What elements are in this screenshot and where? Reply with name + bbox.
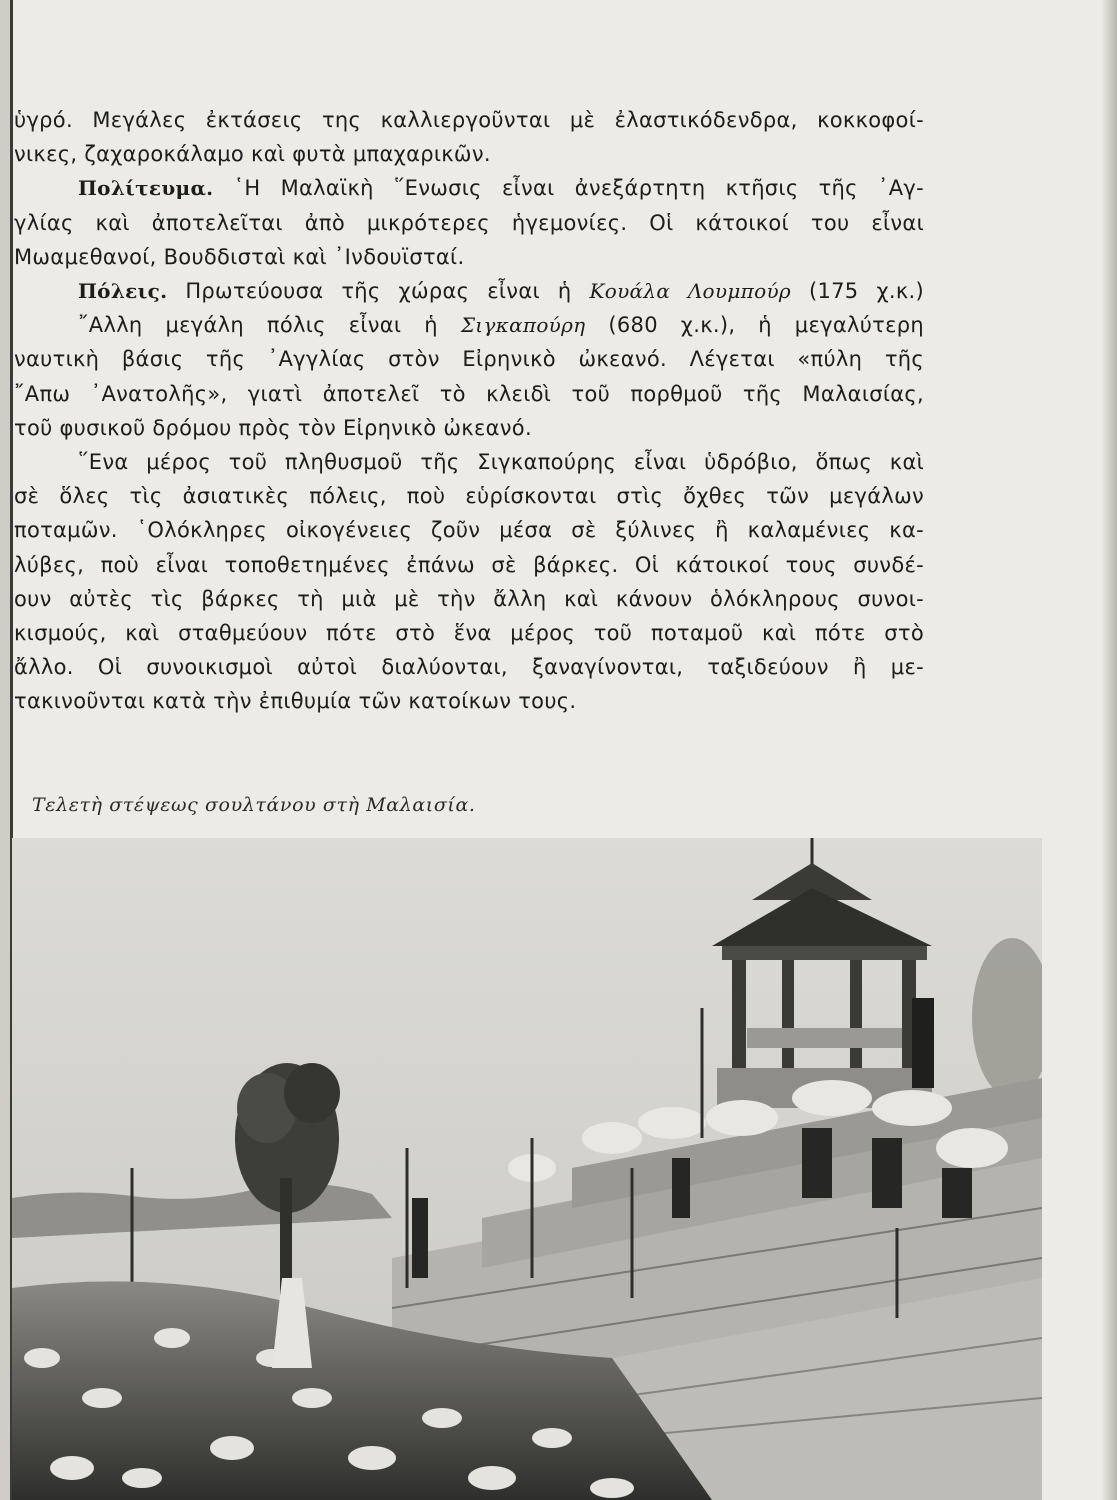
text-run: (680 χ.κ.), ἡ μεγαλύτερη <box>585 313 924 338</box>
text-line: τακινοῦνται κατὰ τὴν ἐπιθυμία τῶν κατοίκων τους. <box>14 689 577 714</box>
text-line: τοῦ φυσικοῦ δρόμου πρὸς τὸν Εἰρηνικὸ ὠκεανό. <box>14 415 532 440</box>
text-line: λύβες, ποὺ εἶναι τοποθετημένες ἐπάνω σὲ βάρκες. Οἱ κάτοικοί τους συνδέ- <box>14 552 924 577</box>
section-heading-cities: Πόλεις. <box>78 279 168 304</box>
page-edge <box>1103 0 1117 1500</box>
text-line: νικες, ζαχαροκάλαμο καὶ φυτὰ μπαχαρικῶν. <box>14 142 491 167</box>
text-line: γλίας καὶ ἀποτελεῖται ἀπὸ μικρότερες ἡγεμονίες. Οἱ κάτοικοί του εἶναι <box>14 210 924 235</box>
city-name-singapore: Σιγκαπούρη <box>460 313 586 338</box>
paragraph-crops <box>14 103 924 171</box>
text-line: ὑγρό. Μεγάλες ἐκτάσεις της καλλιεργοῦνται μὲ ἐλαστικόδενδρα, κοκκοφοί- <box>14 108 924 132</box>
paragraph-singapore <box>14 308 924 445</box>
text-line: ποταμῶν. ῾Ολόκληρες οἰκογένειες ζοῦν μέσα σὲ ξύλινες ἢ καλαμένιες κα- <box>14 518 924 543</box>
text-line: Μωαμεθανοί, Βουδδισταὶ καὶ ᾿Ινδουϊσταί. <box>14 244 465 269</box>
text-line: ουν αὐτὲς τὶς βάρκες τὴ μιὰ μὲ τὴν ἄλλη καὶ κάνουν ὁλόκληρους συνοι- <box>14 586 924 611</box>
text-run: (175 χ.κ.) <box>790 279 925 304</box>
paragraph-government <box>14 171 924 274</box>
coronation-photo <box>12 838 1042 1500</box>
text-line <box>14 308 924 342</box>
text-line: σὲ ὅλες τὶς ἀσιατικὲς πόλεις, ποὺ εὑρίσκονται στὶς ὄχθες τῶν μεγάλων <box>14 484 924 509</box>
text-run: ῎Αλλη μεγάλη πόλις εἶναι ἡ <box>78 313 461 338</box>
text-line: κισμούς, καὶ σταθμεύουν πότε στὸ ἕνα μέρος τοῦ ποταμοῦ καὶ πότε στὸ <box>14 621 924 646</box>
city-name-kuala-lumpur: Κουάλα Λουμπούρ <box>589 279 791 304</box>
photo-caption: Τελετὴ στέψεως σουλτάνου στὴ Μαλαισία. <box>32 794 476 816</box>
paragraph-water-dwellers <box>14 445 924 719</box>
body-text <box>14 103 924 719</box>
text-line <box>14 171 924 205</box>
text-line: ἄλλο. Οἱ συνοικισμοὶ αὐτοὶ διαλύονται, ξαναγίνονται, ταξιδεύουν ἢ με- <box>14 655 924 680</box>
coronation-photo-drawing <box>12 838 1042 1500</box>
text-run: ῾Η Μαλαϊκὴ ῞Ενωσις εἶναι ἀνεξάρτητη κτῆσις τῆς ᾿Αγ- <box>213 176 924 201</box>
text-line: ῞Ενα μέρος τοῦ πληθυσμοῦ τῆς Σιγκαπούρης εἶναι ὑδρόβιο, ὅπως καὶ <box>78 450 924 475</box>
paragraph-cities <box>14 274 924 308</box>
text-run: Πρωτεύουσα τῆς χώρας εἶναι ἡ <box>167 279 590 304</box>
text-line <box>14 274 924 308</box>
text-line: ῎Απω ᾿Ανατολῆς», γιατὶ ἀποτελεῖ τὸ κλειδὶ τοῦ πορθμοῦ τῆς Μαλαισίας, <box>14 381 924 406</box>
text-line: ναυτικὴ βάσις τῆς ᾿Αγγλίας στὸν Εἰρηνικὸ ὠκεανό. Λέγεται «πύλη τῆς <box>14 347 924 372</box>
section-heading-government: Πολίτευμα. <box>78 176 214 201</box>
